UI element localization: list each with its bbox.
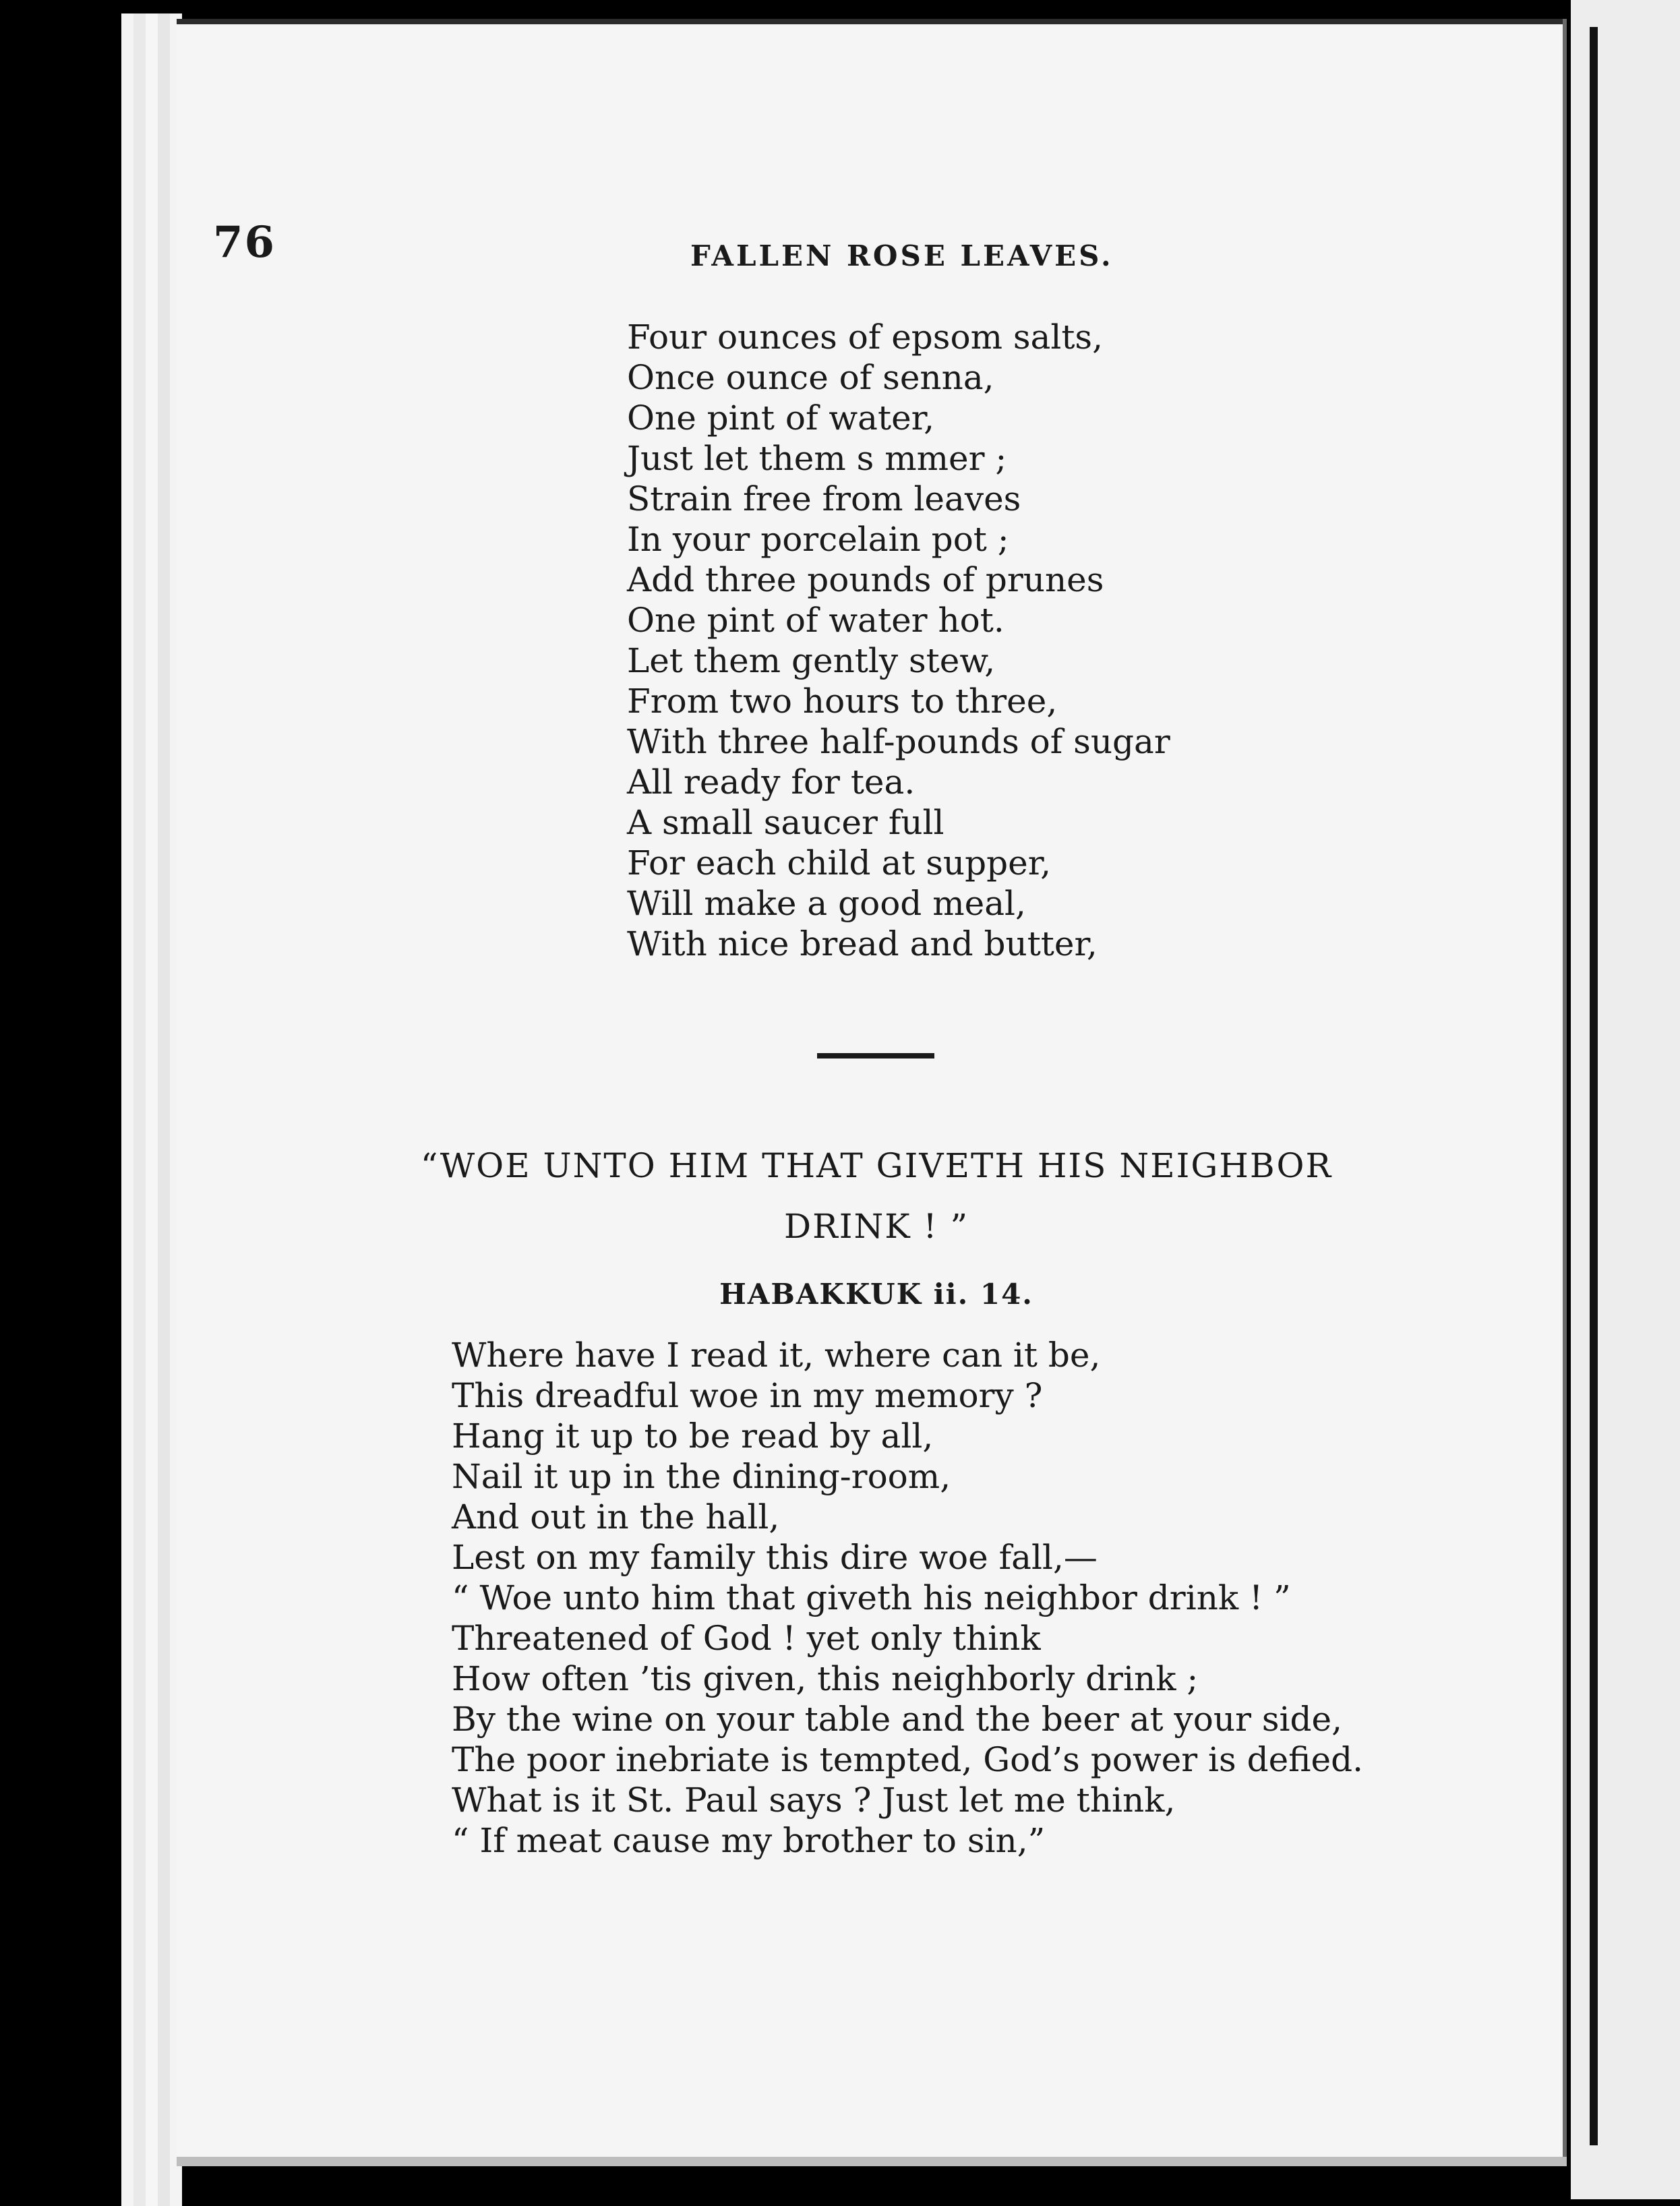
poem-line: All ready for tea. (627, 763, 916, 802)
running-head: FALLEN ROSE LEAVES. (690, 239, 1114, 272)
poem-line: With nice bread and butter, (627, 924, 1098, 963)
poem-line: Four ounces of epsom salts, (627, 318, 1103, 357)
poem-line: With three half-pounds of sugar (627, 722, 1170, 761)
poem-line: What is it St. Paul says ? Just let me think, (452, 1781, 1176, 1820)
poem-line: From two hours to three, (627, 682, 1058, 721)
poem-line: One pint of water hot. (627, 601, 1004, 640)
page-bottom-border (177, 2157, 1567, 2166)
poem-line: A small saucer full (627, 803, 944, 842)
poem-line: “ If meat cause my brother to sin,” (452, 1821, 1046, 1860)
poem-line: Add three pounds of prunes (627, 560, 1104, 599)
poem-line: Hang it up to be read by all, (452, 1417, 934, 1456)
poem-line: The poor inebriate is tempted, God’s power is defied. (452, 1740, 1364, 1779)
page-right-border (1563, 19, 1567, 2166)
poem-title-line-2: DRINK ! ” (783, 1207, 969, 1246)
woe-poem (452, 1335, 1363, 1861)
poem-line: And out in the hall, (452, 1497, 780, 1537)
poem-line: Lest on my family this dire woe fall,— (452, 1538, 1098, 1577)
poem-line: Once ounce of senna, (627, 358, 994, 397)
poem-line: Threatened of God ! yet only think (452, 1619, 1041, 1658)
poem-title-line-1: “WOE UNTO HIM THAT GIVETH HIS NEIGHBOR (420, 1146, 1333, 1185)
poem-line: By the wine on your table and the beer at your side, (452, 1700, 1343, 1739)
poem-line: Will make a good meal, (627, 884, 1026, 923)
recipe-poem (627, 317, 1170, 964)
poem-line: Nail it up in the dining-room, (452, 1457, 951, 1496)
page-number: 76 (213, 217, 276, 268)
section-divider (817, 1053, 934, 1059)
poem-line: Where have I read it, where can it be, (452, 1336, 1101, 1375)
poem-line: Just let them s mmer ; (627, 439, 1007, 478)
poem-line: “ Woe unto him that giveth his neighbor drink ! ” (452, 1578, 1291, 1617)
poem-line: In your porcelain pot ; (627, 520, 1009, 559)
poem-line: How often ’tis given, this neighborly drink ; (452, 1659, 1199, 1698)
poem-line: For each child at supper, (627, 843, 1052, 883)
poem-line: One pint of water, (627, 398, 934, 438)
book-gutter (1590, 27, 1598, 2145)
poem-line: Let them gently stew, (627, 641, 996, 680)
next-page-edge (1571, 0, 1680, 2199)
page-top-border (177, 19, 1567, 24)
poem-line: This dreadful woe in my memory ? (452, 1376, 1043, 1415)
scripture-citation: HABAKKUK ii. 14. (719, 1278, 1033, 1311)
poem-line: Strain free from leaves (627, 479, 1021, 518)
